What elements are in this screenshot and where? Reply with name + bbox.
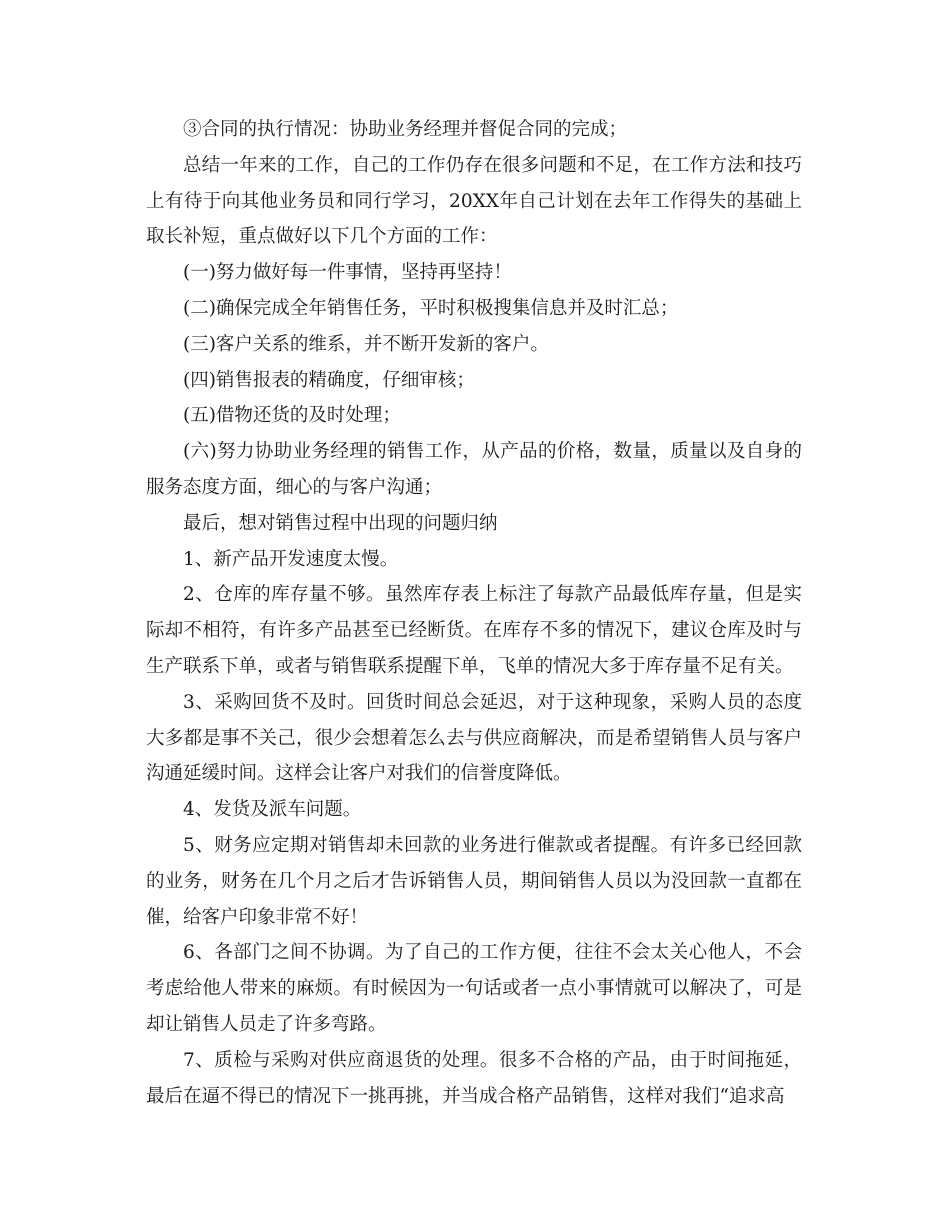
problem-item-4: 4、发货及派车问题。 <box>183 799 362 821</box>
plan-item-3: (三)客户关系的维系，并不断开发新的客户。 <box>183 333 549 355</box>
problem-item-1: 1、新产品开发速度太慢。 <box>183 548 399 570</box>
paragraph-year-summary: 总结一年来的工作，自己的工作仍存在很多问题和不足，在工作方法和技巧上有待于向其他业务员和同行学习，20XX年自己计划在去年工作得失的基础上取长补短，重点做好以下几个方面的工作： <box>146 154 802 248</box>
plan-item-5: (五)借物还货的及时处理； <box>183 405 401 427</box>
plan-item-1: (一)努力做好每一件事情，坚持再坚持！ <box>183 262 512 284</box>
problem-item-6: 6、各部门之间不协调。为了自己的工作方便，往往不会太关心他人，不会考虑给他人带来的麻烦。有时候因为一句话或者一点小事情就可以解决了，可是却让销售人员走了许多弯路。 <box>146 942 802 1035</box>
problem-item-7: 7、质检与采购对供应商退货的处理。很多不合格的产品，由于时间拖延，最后在逼不得已的情况下一挑再挑，并当成合格产品销售，这样对我们“追求高 <box>146 1049 802 1107</box>
plan-item-6: (六)努力协助业务经理的销售工作，从产品的价格，数量，质量以及自身的服务态度方面，细心的与客户沟通； <box>146 441 802 498</box>
problem-item-3: 3、采购回货不及时。回货时间总会延迟，对于这种现象，采购人员的态度大多都是事不关己，很少会想着怎么去与供应商解决，而是希望销售人员与客户沟通延缓时间。这样会让客户对我们的信誉度降低。 <box>146 691 802 785</box>
paragraph-contract-execution: ③合同的执行情况：协助业务经理并督促合同的完成； <box>183 119 628 140</box>
document-body <box>146 112 802 1114</box>
paragraph-problems-intro: 最后，想对销售过程中出现的问题归纳 <box>183 512 498 534</box>
problem-item-5: 5、财务应定期对销售却未回款的业务进行催款或者提醒。有许多已经回款的业务，财务在几个月之后才告诉销售人员，期间销售人员以为没回款一直都在催，给客户印象非常不好！ <box>146 834 802 928</box>
problem-item-2: 2、仓库的库存量不够。虽然库存表上标注了每款产品最低库存量，但是实际却不相符，有许多产品甚至已经断货。在库存不多的情况下，建议仓库及时与生产联系下单，或者与销售联系提醒下单，飞单的情况大多于库存量不足有关。 <box>146 584 802 677</box>
plan-item-2: (二)确保完成全年销售任务，平时积极搜集信息并及时汇总； <box>183 297 679 319</box>
plan-item-4: (四)销售报表的精确度，仔细审核； <box>183 369 475 391</box>
